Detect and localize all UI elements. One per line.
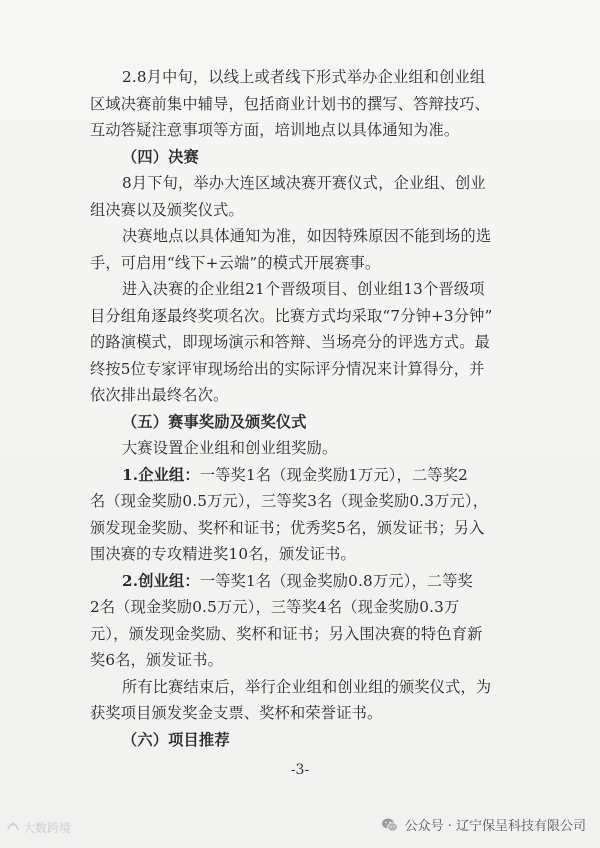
line-text: 一等奖1名（现金奖励0.8万元），二等奖 — [199, 571, 474, 590]
paragraph-line — [90, 64, 516, 91]
line-text: 名（现金奖励0.5万元），三等奖3名（现金奖励0.3万元）， — [90, 492, 489, 510]
wechat-account-label — [381, 815, 586, 834]
paragraph-line — [90, 488, 516, 515]
paragraph-line — [90, 541, 516, 568]
line-text: 2名（现金奖励0.5万元），三等奖4名（现金奖励0.3万 — [90, 598, 460, 616]
watermark-logo-icon — [6, 819, 20, 836]
watermark-text: 大数跨境 — [23, 821, 72, 835]
paragraph-line — [90, 435, 516, 462]
page-number: -3- — [290, 762, 310, 778]
paragraph-line — [90, 197, 516, 224]
paragraph-line — [90, 91, 516, 118]
line-text: 目分组角逐最终奖项名次。比赛方式均采取“7分钟+3分钟” — [90, 306, 493, 325]
paragraph-line — [90, 250, 516, 277]
award-group-label: 2.创业组： — [122, 571, 200, 590]
line-text: 决赛地点以具体通知为准，如因特殊原因不能到场的选 — [122, 227, 492, 245]
line-text: （五）赛事奖励及颁奖仪式 — [122, 412, 307, 431]
paragraph-line — [90, 329, 516, 356]
paragraph-line — [90, 117, 516, 144]
line-text: 8月下旬，举办大连区域决赛开赛仪式，企业组、创业 — [122, 174, 486, 192]
paragraph-line — [90, 276, 516, 303]
paragraph-line — [90, 621, 516, 648]
paragraph-line — [90, 568, 516, 595]
line-text: 终按5位专家评审现场给出的实际评分情况来计算得分，并 — [90, 359, 485, 378]
line-text: 依次排出最终名次。 — [90, 386, 229, 404]
line-text: 区域决赛前集中辅导，包括商业计划书的撰写、答辩技巧、 — [90, 94, 491, 113]
paragraph-line — [90, 515, 516, 542]
paragraph-line — [90, 594, 516, 621]
line-text: 获奖项目颁发奖金支票、奖杯和荣誉证书。 — [90, 704, 383, 722]
line-text: 互动答疑注意事项等方面，培训地点以具体通知为准。 — [90, 121, 460, 139]
line-text: （四）决赛 — [122, 147, 199, 166]
line-text: 组决赛以及颁奖仪式。 — [90, 200, 244, 219]
paragraph-line — [90, 700, 516, 727]
paragraph-line — [90, 356, 516, 383]
paragraph-line — [90, 303, 516, 330]
line-text: 元），颁发现金奖励、奖杯和证书；另入围决赛的特色育新 — [90, 624, 483, 643]
paragraph-line — [90, 674, 516, 701]
wechat-account-name: 公众号 · 辽宁保呈科技有限公司 — [404, 819, 586, 834]
line-text: 进入决赛的企业组21个晋级项目、创业组13个晋级项 — [122, 280, 485, 298]
line-text: 颁发现金奖励、奖杯和证书；优秀奖5名，颁发证书；另入 — [90, 518, 485, 537]
line-text: 所有比赛结束后，举行企业组和创业组的颁奖仪式，为 — [122, 677, 492, 696]
document-body — [90, 64, 516, 753]
paragraph-line — [90, 223, 516, 250]
paragraph-line — [90, 170, 516, 197]
line-text: 2.8月中旬，以线上或者线下形式举办企业组和创业组 — [122, 68, 486, 86]
line-text: 一等奖1名（现金奖励1万元），二等奖2 — [199, 465, 469, 484]
line-text: 大赛设置企业组和创业组奖励。 — [122, 439, 338, 457]
line-text: 的路演模式，即现场演示和答辩、当场亮分的评选方式。最 — [90, 333, 491, 351]
section-heading — [90, 144, 516, 171]
section-heading — [90, 409, 516, 436]
award-group-label: 1.企业组： — [122, 465, 200, 484]
line-text: 围决赛的专攻精进奖10名，颁发证书。 — [90, 545, 356, 563]
paragraph-line — [90, 462, 516, 489]
line-text: 奖6名，颁发证书。 — [90, 651, 223, 669]
wechat-icon — [381, 816, 399, 834]
paragraph-line — [90, 647, 516, 674]
line-text: （六）项目推荐 — [122, 730, 230, 749]
line-text: 手，可启用“线下+云端”的模式开展赛事。 — [90, 253, 381, 272]
paragraph-line — [90, 382, 516, 409]
section-heading — [90, 727, 516, 754]
watermark-left — [6, 819, 71, 836]
